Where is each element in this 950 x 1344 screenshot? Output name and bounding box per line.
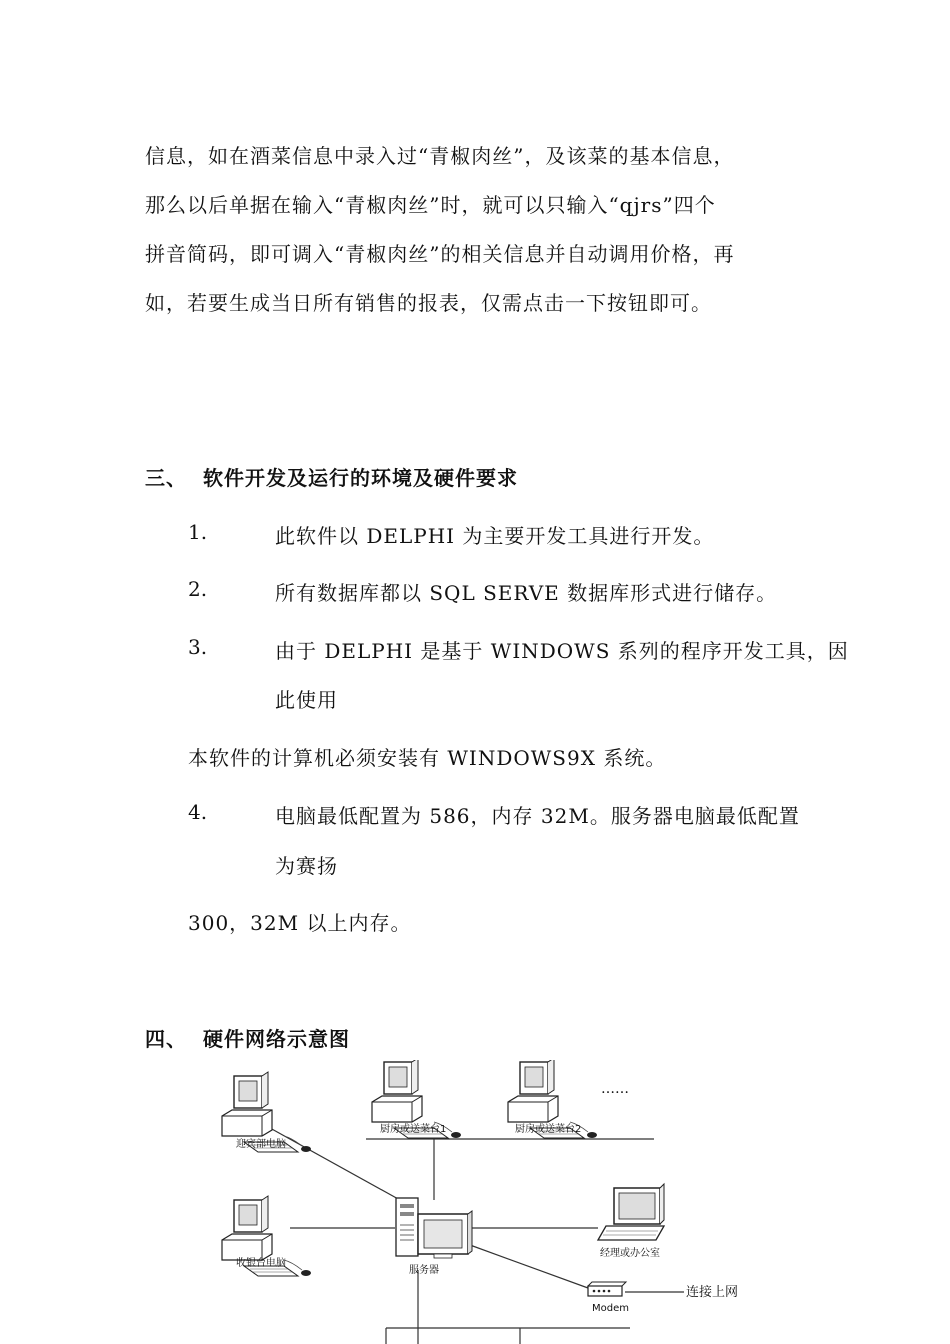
internet-label: 连接上网 [686, 1285, 739, 1300]
intro-line-4: 如，若要生成当日所有销售的报表，仅需点击一下按钮即可。 [145, 291, 712, 315]
item-3-continuation: 本软件的计算机必须安装有 WINDOWS9X 系统。 [188, 746, 667, 770]
server-icon [396, 1198, 472, 1258]
manager-label: 经理或办公室 [600, 1248, 660, 1259]
item-4-text-line-2: 为赛扬 [275, 854, 338, 878]
intro-line-2: 那么以后单据在输入“青椒肉丝”时，就可以只输入“qjrs”四个 [145, 193, 716, 217]
item-2-number: 2. [188, 577, 208, 601]
laptop-icon [598, 1184, 664, 1240]
network-diagram [0, 1060, 950, 1344]
item-1-text: 此软件以 DELPHI 为主要开发工具进行开发。 [275, 524, 715, 548]
section3-title: 软件开发及运行的环境及硬件要求 [203, 466, 518, 490]
item-2-text: 所有数据库都以 SQL SERVE 数据库形式进行储存。 [275, 581, 778, 605]
server-label: 服务器 [409, 1265, 439, 1276]
kitchen2-label: 厨房或送菜台2 [515, 1124, 582, 1135]
intro-line-1: 信息，如在酒菜信息中录入过“青椒肉丝”，及该菜的基本信息， [145, 144, 735, 168]
cashier-label: 收银台电脑 [236, 1258, 286, 1269]
item-1-number: 1. [188, 520, 208, 544]
section3-marker: 三、 [145, 466, 187, 490]
item-3-text-line-1: 由于 DELPHI 是基于 WINDOWS 系列的程序开发工具，因 [275, 639, 849, 663]
reception-label: 迎宾部电脑 [236, 1139, 286, 1150]
modem-label: Modem [592, 1303, 629, 1314]
more-ellipsis: …… [601, 1081, 629, 1097]
intro-line-3: 拼音简码，即可调入“青椒肉丝”的相关信息并自动调用价格，再 [145, 242, 735, 266]
section4-marker: 四、 [145, 1027, 187, 1051]
item-3-number: 3. [188, 635, 208, 659]
item-4-text-line-1: 电脑最低配置为 586，内存 32M。服务器电脑最低配置 [275, 804, 800, 828]
modem-icon [588, 1282, 626, 1296]
item-3-text-line-2: 此使用 [275, 688, 338, 712]
kitchen1-label: 厨房或送菜台1 [380, 1124, 447, 1135]
item-4-continuation: 300，32M 以上内存。 [188, 911, 412, 935]
section4-title: 硬件网络示意图 [203, 1027, 350, 1051]
item-4-number: 4. [188, 800, 208, 824]
